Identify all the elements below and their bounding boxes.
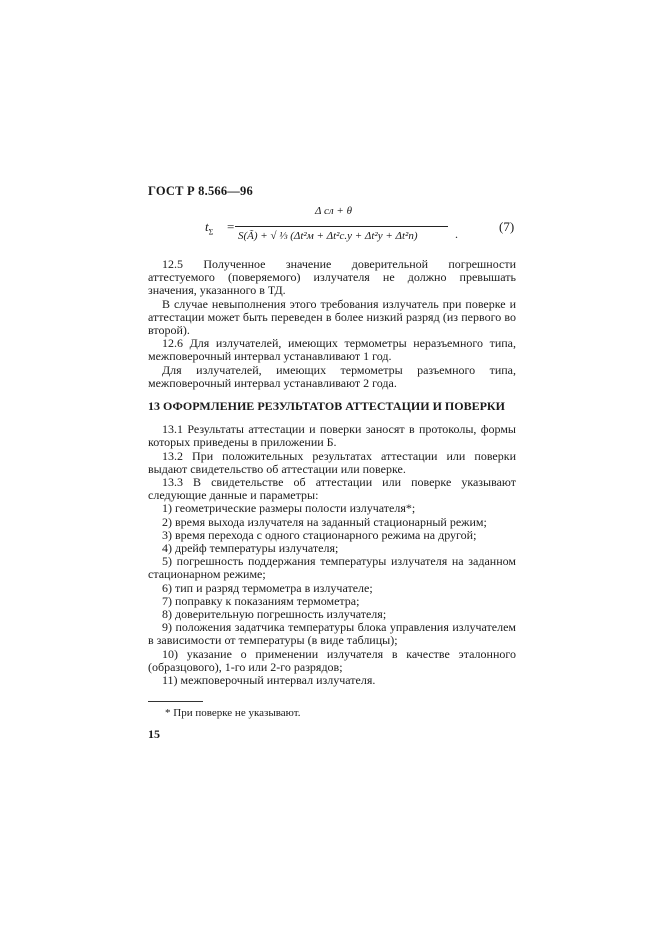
paragraph-12-6: 12.6 Для излучателей, имеющих термометры неразъемного типа, межповерочный интервал устанавливают 1 год. xyxy=(148,336,516,364)
paragraph-13-1: 13.1 Результаты аттестации и поверки заносят в протоколы, формы которых приведены в приложении Б. xyxy=(148,422,516,450)
list-item: 8) доверительную погрешность излучателя; xyxy=(162,607,387,622)
footnote: * При поверке не указывают. xyxy=(165,707,301,719)
list-item: 4) дрейф температуры излучателя; xyxy=(162,541,339,556)
page-number: 15 xyxy=(148,727,160,741)
formula-lhs: $t_\Sigma$ xyxy=(205,219,214,237)
body-text xyxy=(148,258,516,687)
list-item: 10) указание о применении излучателя в качестве эталонного (образцового), 1-го или 2-го разрядов; xyxy=(148,646,516,674)
list-item: 11) межповерочный интервал излучателя. xyxy=(162,673,376,688)
paragraph-12-5-cont: В случае невыполнения этого требования излучатель при поверке и аттестации может быть переведен в более низкий разряд (из первого во второй). xyxy=(148,296,516,338)
formula-numerator: Δ сл + θ xyxy=(315,205,353,217)
list-item: 7) поправку к показаниям термометра; xyxy=(162,593,360,608)
section-13-heading: 13 ОФОРМЛЕНИЕ РЕЗУЛЬТАТОВ АТТЕСТАЦИИ И ПОВЕРКИ xyxy=(148,399,505,414)
paragraph-13-3: 13.3 В свидетельстве об аттестации или поверке указывают следующие данные и параметры: xyxy=(148,475,516,503)
list-item: 5) погрешность поддержания температуры излучателя на заданном стационарном режиме; xyxy=(148,554,516,582)
document-header: ГОСТ Р 8.566—96 xyxy=(148,184,253,198)
formula-trail: . xyxy=(455,227,458,241)
paragraph-12-5: 12.5 Полученное значение доверительной погрешности аттестуемого (поверяемого) излучателя не должно превышать значения, указанного в ТД. xyxy=(148,257,516,298)
list-item: 9) положения задатчика температуры блока управления излучателем в зависимости от температуры (в виде таблицы); xyxy=(148,620,516,648)
list-item: 1) геометрические размеры полости излучателя*; xyxy=(162,501,416,516)
list-item: 2) время выхода излучателя на заданный стационарный режим; xyxy=(162,514,487,529)
footnote-rule xyxy=(148,701,203,702)
equation-number: (7) xyxy=(499,219,515,234)
formula-7 xyxy=(205,205,525,255)
formula-denominator: S(Ã) + √ ⅓ (Δt²м + Δt²с.у + Δt²у + Δt²п) xyxy=(238,230,418,242)
fraction-bar xyxy=(235,226,448,227)
list-item: 6) тип и разряд термометра в излучателе; xyxy=(162,580,373,595)
paragraph-12-6-cont: Для излучателей, имеющих термометры разъемного типа, межповерочный интервал устанавливают 2 года. xyxy=(148,362,516,390)
formula-equals: = xyxy=(227,219,235,234)
paragraph-13-2: 13.2 При положительных результатах аттестации или поверки выдают свидетельство об аттестации или поверке. xyxy=(148,448,516,476)
list-item: 3) время перехода с одного стационарного режима на другой; xyxy=(162,527,477,542)
